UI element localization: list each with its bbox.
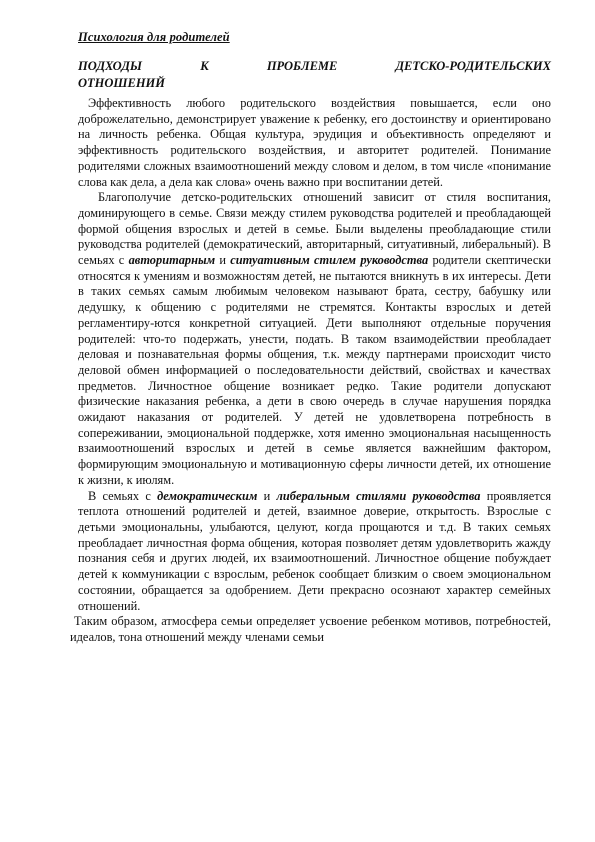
paragraph-2 (78, 190, 551, 488)
article-body (70, 96, 552, 646)
emphasis-situational-style: ситуативным стилем руководства (230, 253, 429, 268)
emphasis-democratic: демократическим (157, 488, 258, 503)
paragraph-3-text-a: В семьях с (88, 488, 158, 503)
paragraph-2-and: и (215, 253, 231, 268)
title-word: К (200, 59, 209, 73)
title-word: ПРОБЛЕМЕ (266, 59, 338, 73)
header-title: Психология для родителей (78, 30, 230, 44)
paragraph-2-text-b: родители скептически относятся к умениям и возможностям детей, не пытаются вникнуть в их интересы. Дети в таких семьях самым любимым человеком называют брата, сестру, бабушку или дедушку, к общению с родителями не стремятся. Контакты взрослых и детей регламентиру-ются конкретной ситуацией. Дети выполняют отдельные поручения родителей: что-то подержать, унести, подать. В таком взаимодействии преобладает деловая и познавательная формы общения, т.к. между партнерами происходит чисто деловой обмен информацией о последовательности действий, свойствах и качествах предметов. Личностное общение возникает редко. Такие родители допускают физические наказания ребенка, а дети в свою очередь в случае нарушения порядка ожидают наказания от родителей. У детей не удовлетворена потребность в сопереживании, эмоциональной поддержке, хотя именно эмоциональная насыщенность взаимоотношений взрослых и детей в семье является важнейшим фактором, формирующим эмоциональную и мотивационную сферы личности детей, их отношение к жизни, к июлям. (78, 253, 552, 487)
document-title-line-1 (78, 58, 551, 75)
paragraph-3-and: и (257, 488, 277, 503)
paragraph-1: Эффективность любого родительского воздействия повышается, если оно доброжелательно, демонстрирует уважение к ребенку, его достоинству и ориентировано на личность ребенка. Общая культура, эрудиция и объективность определяют и эффективность родительского воздействия, и авторитет родителей. Понимание родителями сложных взаимоотношений между словом и делом, в том числе «понимание слова как дела, а дела как слова» очень важно при воспитании детей. (78, 96, 551, 189)
paragraph-2-text-a: Благополучие детско-родительских отношений зависит от стиля воспитания, доминирующего в семье. Связи между стилем руководства родителей и преобладающей формой общения взрослых и детей в семье. Были выделены преобладающие стили руководства родителей (демократический, авторитарный, ситуативный, либеральный). В семьях с (78, 190, 551, 268)
paragraph-3 (78, 489, 551, 615)
title-word: ПОДХОДЫ (78, 59, 143, 73)
document-title-line-2: ОТНОШЕНИЙ (78, 76, 165, 90)
paragraph-4: Таким образом, атмосфера семьи определяет усвоение ребенком мотивов, потребностей, идеалов, тона отношений между членами семьи (70, 614, 551, 644)
title-word: ДЕТСКО-РОДИТЕЛЬСКИХ (395, 59, 551, 73)
emphasis-liberal-styles: либеральным стилями руководства (276, 488, 481, 503)
emphasis-authoritarian: авторитарным (128, 253, 216, 268)
document-title (78, 58, 551, 92)
paragraph-3-text-b: проявляется теплота отношений родителей и детей, взаимное доверие, открытость. Взрослые с детьми эмоциональны, улыбаются, целуют, когда прощаются и т.д. В таких семьях преобладает личностная форма общения, которая позволяет детям удовлетворить жажду познания себя и других людей, их взаимоотношений. Личностное общение побуждает детей к коммуникации с взрослым, ребенок сообщает близким о своем эмоциональном состоянии, обращается за одобрением. Дети прекрасно осознают характер семейных отношений. (78, 488, 552, 613)
